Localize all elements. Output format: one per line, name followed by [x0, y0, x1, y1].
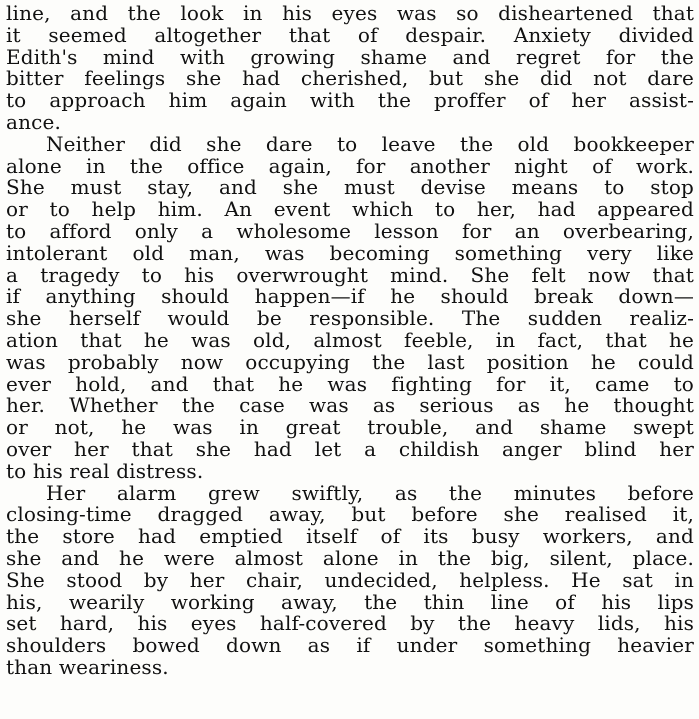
text-line: she herself would be responsible. The sudden realiz- — [6, 306, 694, 331]
text-line: She stood by her chair, undecided, helpless. He sat in — [6, 567, 694, 592]
text-line: ever hold, and that he was fighting for it, came to — [6, 371, 694, 396]
text-line: she and he were almost alone in the big, silent, place. — [6, 545, 694, 570]
text-line: alone in the office again, for another night of work. — [6, 153, 694, 178]
text-line: a tragedy to his overwrought mind. She felt now that — [6, 262, 694, 287]
text-line: was probably now occupying the last position he could — [6, 349, 694, 374]
article-column — [6, 3, 694, 679]
text-line: intolerant old man, was becoming something very like — [6, 240, 694, 265]
text-line: line, and the look in his eyes was so disheartened that — [6, 1, 694, 25]
text-line: to approach him again with the proffer of her assist- — [6, 88, 694, 113]
text-line: bitter feelings she had cherished, but she did not dare — [6, 66, 694, 91]
paragraph-3 — [6, 480, 694, 679]
text-line: to afford only a wholesome lesson for an overbearing, — [6, 218, 694, 243]
text-line: or to help him. An event which to her, had appeared — [6, 197, 694, 222]
text-line: her. Whether the case was as serious as he thought — [6, 393, 694, 418]
text-line: ance. — [6, 109, 61, 134]
text-line: over her that she had let a childish anger blind her — [6, 436, 694, 461]
text-line: ation that he was old, almost feeble, in fact, that he — [6, 327, 694, 352]
text-line: Edith's mind with growing shame and regret for the — [6, 44, 694, 69]
paragraph-2 — [6, 131, 694, 483]
text-line: shoulders bowed down as if under something heavier — [6, 633, 694, 658]
text-line: or not, he was in great trouble, and shame swept — [6, 415, 694, 440]
text-line: the store had emptied itself of its busy workers, and — [6, 524, 694, 549]
text-line: Her alarm grew swiftly, as the minutes before — [46, 480, 694, 505]
text-line: if anything should happen—if he should break down— — [6, 284, 694, 309]
text-line: his, wearily working away, the thin line of his lips — [6, 589, 694, 614]
text-line: it seemed altogether that of despair. Anxiety divided — [6, 22, 694, 47]
text-line: She must stay, and she must devise means to stop — [6, 175, 694, 200]
text-line: to his real distress. — [6, 458, 204, 483]
text-line: than weariness. — [6, 654, 169, 679]
text-line: set hard, his eyes half-covered by the heavy lids, his — [6, 611, 694, 636]
text-line: Neither did she dare to leave the old bookkeeper — [46, 131, 694, 156]
text-line: closing-time dragged away, but before she realised it, — [6, 502, 694, 527]
paragraph-1 — [6, 3, 694, 134]
